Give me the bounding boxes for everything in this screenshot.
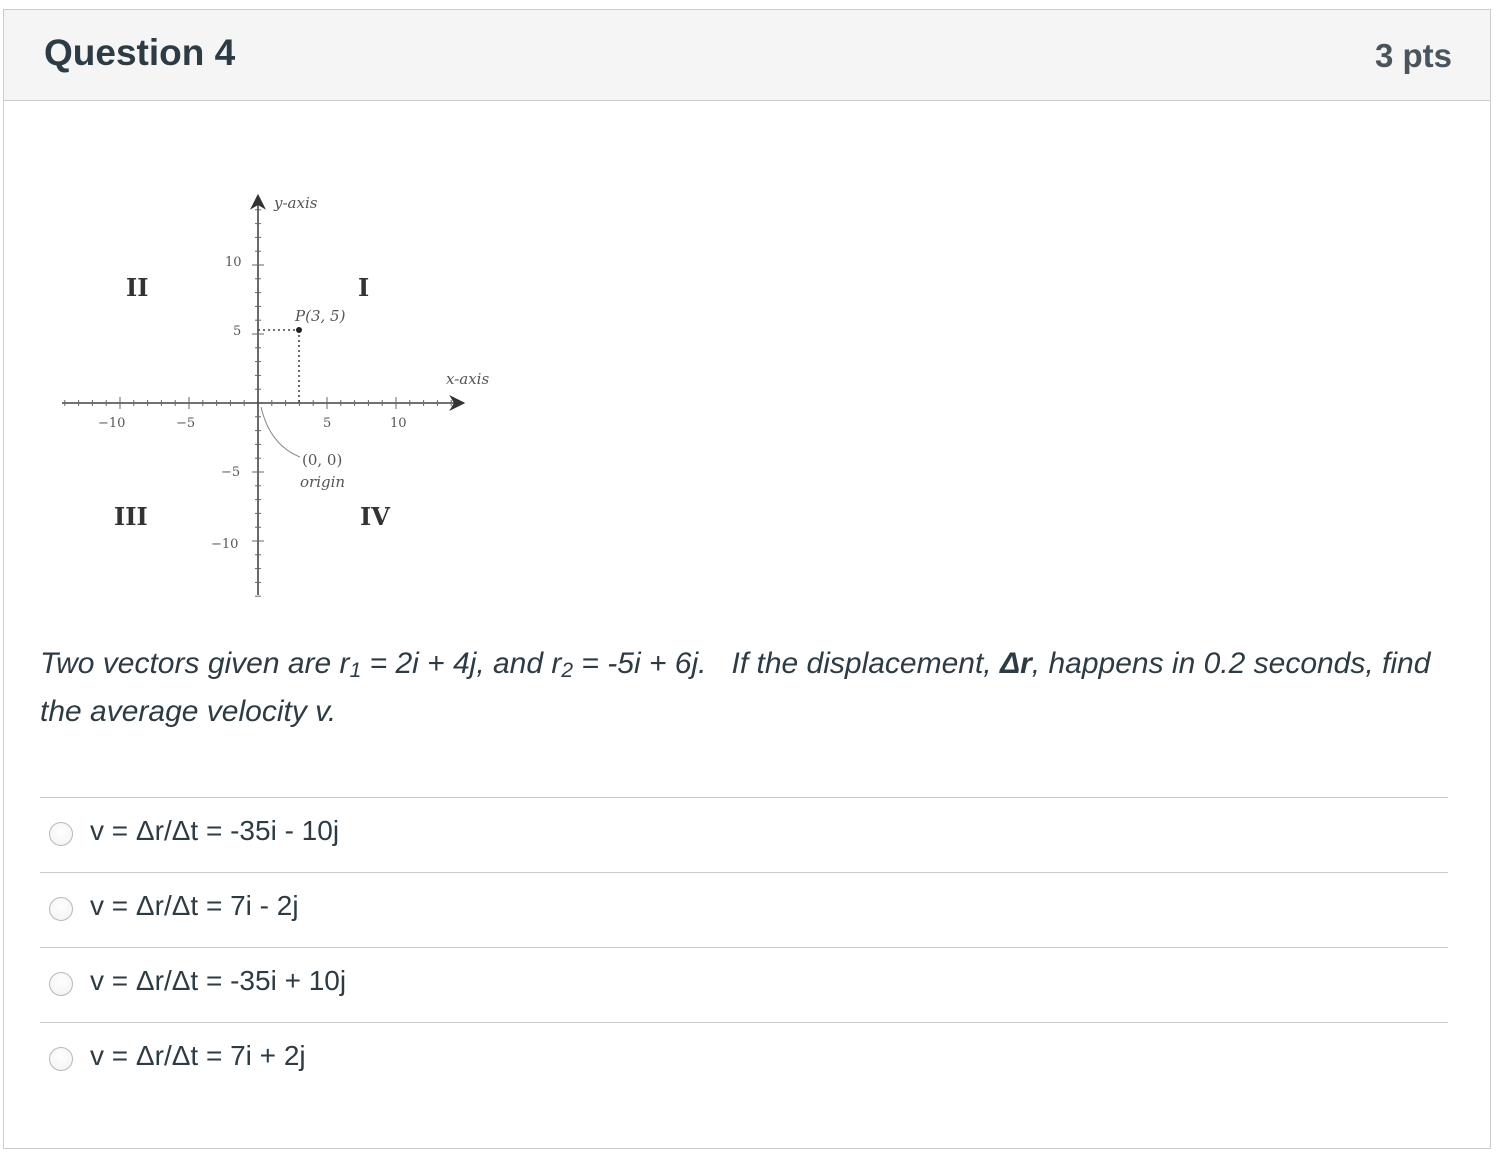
- prompt-text: = 2i + 4j, and r: [361, 647, 562, 680]
- x-tick-label: 10: [390, 416, 407, 431]
- y-tick-label: −5: [221, 465, 241, 480]
- prompt-bold-term: Δr: [999, 647, 1032, 680]
- radio-button[interactable]: [49, 897, 73, 921]
- x-axis-label: x-axis: [446, 370, 490, 388]
- y-axis-label: y-axis: [274, 194, 318, 212]
- prompt-text: = -5i + 6j. If the displacement,: [573, 647, 1000, 680]
- answer-option[interactable]: [40, 1022, 1448, 1097]
- question-points: 3 pts: [1374, 37, 1452, 74]
- x-tick-label: 5: [323, 416, 332, 431]
- answer-label[interactable]: v = Δr/Δt = -35i - 10j: [90, 815, 340, 846]
- prompt-subscript: 2: [561, 659, 574, 682]
- prompt-subscript: 1: [349, 659, 362, 682]
- prompt-text: Two vectors given are r: [40, 647, 350, 680]
- answer-label[interactable]: v = Δr/Δt = 7i + 2j: [90, 1040, 306, 1071]
- quadrant-IV-label: IV: [360, 502, 390, 531]
- point-p-label: P(3, 5): [295, 307, 346, 325]
- prompt-text: , happens in 0.2 seconds, find the average velocity v.: [40, 647, 1431, 728]
- answer-option[interactable]: [40, 947, 1448, 1022]
- origin-word-label: origin: [300, 473, 346, 491]
- answer-label[interactable]: v = Δr/Δt = 7i - 2j: [90, 890, 299, 921]
- quadrant-II-label: II: [126, 273, 149, 302]
- y-tick-label: 5: [233, 324, 242, 339]
- y-tick-label: 10: [225, 255, 242, 270]
- quadrant-III-label: III: [114, 502, 148, 531]
- answer-label[interactable]: v = Δr/Δt = -35i + 10j: [90, 965, 347, 996]
- quadrant-I-label: I: [358, 273, 370, 302]
- x-tick-label: −5: [176, 416, 196, 431]
- radio-button[interactable]: [49, 822, 73, 846]
- y-tick-label: −10: [211, 537, 239, 552]
- x-tick-label: −10: [98, 416, 126, 431]
- origin-coords-label: (0, 0): [302, 451, 343, 469]
- origin-callout-line: [261, 407, 300, 457]
- coordinate-plane-figure: [50, 175, 520, 605]
- answer-list: [40, 797, 1448, 1097]
- radio-button[interactable]: [49, 1047, 73, 1071]
- question-title: Question 4: [44, 32, 236, 73]
- answer-option[interactable]: [40, 872, 1448, 947]
- question-prompt: [40, 640, 1450, 736]
- point-p-marker: [296, 327, 302, 333]
- radio-button[interactable]: [49, 972, 73, 996]
- answer-option[interactable]: [40, 797, 1448, 872]
- question-header: [4, 10, 1490, 101]
